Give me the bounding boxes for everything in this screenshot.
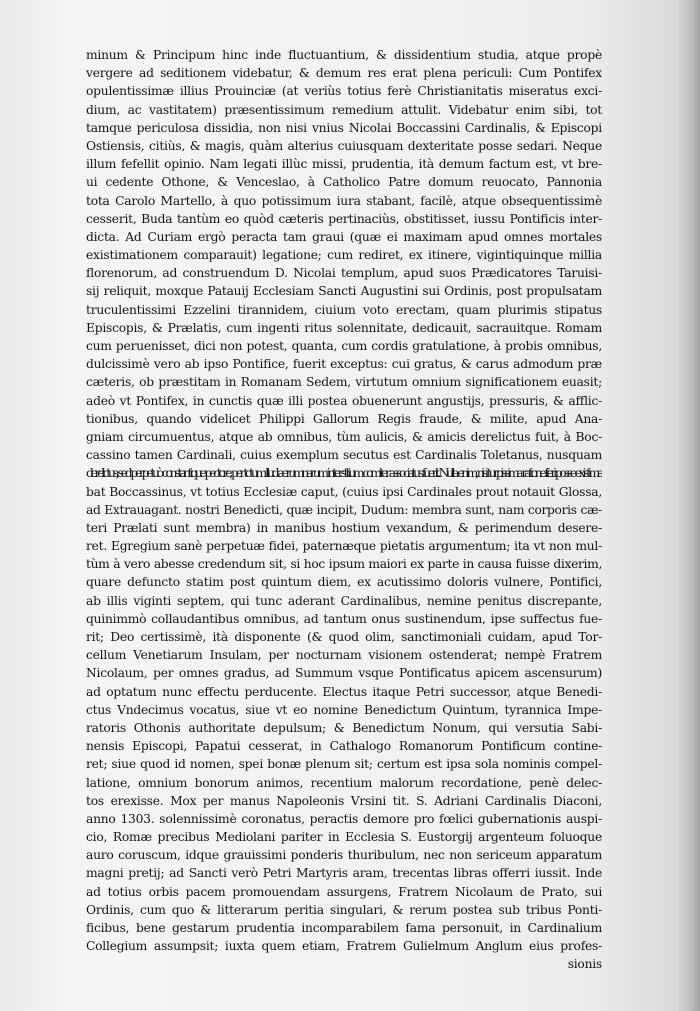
text-line: nensis Episcopi, Papatui cesserat, in Cathalogo Romanorum Pontificum contine-	[86, 739, 602, 754]
text-line: Episcopis, & Prælatis, cum ingenti ritus solennitate, dedicauit, sacrauitque. Romam	[86, 320, 602, 335]
text-line: Nicolaum, per omnes gradus, ad Summum vsque Pontificatus apicem ascensurum)	[86, 666, 602, 681]
text-line: ctus Vndecimus vocatus, siue vt eo nomine Benedictum Quintum, tyrannica Impe-	[86, 702, 602, 717]
text-line: florenorum, ad construendum D. Nicolai templum, apud suos Prædicatores Taruisi-	[86, 266, 602, 281]
text-line: vergere ad seditionem videbatur, & demum res erat plena periculi: Cum Pontifex	[86, 66, 602, 81]
text-line: cesserit, Buda tantùm eo quòd cæteris pertinaciùs, obstitisset, iussu Pontificis inter-	[86, 211, 602, 226]
text-line: ret. Egregium sanè perpetuæ fidei, paternæque pietatis argumentum; ita vt non mul-	[86, 539, 602, 554]
text-line: Collegium assumpsit; iuxta quem etiam, Fratrem Gulielmum Anglum eius profes-	[86, 939, 602, 954]
text-line: Ordinis, cum quo & litterarum peritia singulari, & rerum postea sub tribus Ponti-	[86, 902, 602, 917]
text-line: cassino tamen Cardinali, cuius exemplum secutus est Cardinalis Toletanus, nusquam	[86, 448, 602, 463]
text-line: dium, ac vastitatem) præsentissimum remedium attulit. Videbatur enim sibi, tot	[86, 102, 602, 117]
text-line: tùm à vero abesse credendum sit, si hoc ipsum maiori ex parte in causa fuisse dixerim,	[86, 557, 602, 572]
text-line: gniam circumuentus, atque ab omnibus, tùm aulicis, & amicis derelictus fuit, à Boc-	[86, 429, 602, 444]
text-line: quare defuncto statim post quintum diem, ex acutissimo doloris vulnere, Pontifici,	[86, 575, 602, 590]
text-line: rit; Deo certissimè, ità disponente (& quod olim, sanctimoniali cuidam, apud Tor-	[86, 630, 602, 644]
text-line: ab illis viginti septem, qui tunc aderant Cardinalibus, nemine penitus discrepante,	[86, 593, 602, 608]
text-line: illum fefellit opinio. Nam legati illùc missi, prudentia, ità demum factum est, vt bre-	[86, 157, 602, 172]
text-line: magni pretij; ad Sancti verò Petri Martyris aram, trecentas libras offerri iussit. Inde	[86, 866, 602, 881]
text-line: ratoris Othonis authoritate depulsum; & Benedictum Nonum, qui versutia Sabi-	[86, 720, 602, 735]
catchword: sionis	[567, 957, 602, 972]
text-line: tota Carolo Martello, à quo potissimum iura stabant, facilè, atque obsequentissimè	[86, 193, 602, 208]
text-line: opulentissimæ illius Prouinciæ (at veriùs totius ferè Christianitatis miseratus exci-	[86, 84, 602, 99]
text-line: ficibus, bene gestarum prudentia incomparabilem fama personuit, in Cardinalium	[86, 921, 602, 935]
text-line: dicta. Ad Curiam ergò peracta tam graui (quæ ei maximam apud omnes mortales	[86, 229, 602, 244]
body-text	[86, 46, 602, 974]
text-line: bat Boccassinus, vt totius Ecclesiæ caput, (cuius ipsi Cardinales prout notauit Glossa,	[86, 484, 602, 499]
text-line: ad totius orbis pacem promouendam assurgens, Fratrem Nicolaum de Prato, sui	[86, 884, 602, 899]
text-line: quinimmò collaudantibus omnibus, ad tantum onus sustinendum, ipse suffectus fue-	[86, 611, 602, 626]
text-line: teri Prælati sunt membra) in manibus hostium vexandum, & perimendum desere-	[86, 520, 602, 535]
text-line: cio, Romæ precibus Mediolani pariter in Ecclesia S. Eustorgij argenteum foluoque	[86, 830, 602, 845]
text-line: tamque periculosa dissidia, non nisi vnius Nicolai Boccassini Cardinalis, & Episcopi	[86, 120, 602, 135]
text-line: derelictus; sed perpetuò constantique pectore, per totum illud ærumnarum interstitium comiter associatus fuerit. Nulla enim, nisi turpissima ratione fieri posse existima-	[86, 466, 602, 481]
text-line: latione, omnium bonorum animos, recentium malorum recordatione, penè delec-	[86, 775, 602, 790]
text-line: cæteris, ob præstitam in Romanam Sedem, virtutum omnium significationem euasit;	[86, 375, 602, 390]
text-line: ui cedente Othone, & Venceslao, à Catholico Patre domum reuocato, Pannonia	[86, 175, 602, 190]
text-line: ret; siue quod id nomen, spei bonæ plenum sit; certum est ipsa sola nominis compel-	[86, 757, 602, 772]
text-line: ad optatum nunc effectu perducente. Electus itaque Petri successor, atque Benedi-	[86, 684, 602, 699]
text-line: minum & Principum hinc inde fluctuantium, & dissidentium studia, atque propè	[86, 48, 602, 62]
text-line: Ostiensis, citiùs, & magis, quàm alterius cuiusquam dexteritate posse sedari. Neque	[86, 138, 602, 153]
text-line: ad Extrauagant. nostri Benedicti, quæ incipit, Dudum: membra sunt, nam corporis cæ-	[86, 502, 602, 517]
text-line: sij reliquit, moxque Patauij Ecclesiam Sancti Augustini sui Ordinis, post propulsatam	[86, 284, 602, 299]
text-line: cum peruenisset, dici non potest, quanta, cum cordis gratulatione, à probis omnibus,	[86, 339, 602, 353]
text-line: tos erexisse. Mox per manus Napoleonis Vrsini tit. S. Adriani Cardinalis Diaconi,	[86, 793, 602, 808]
text-line: existimationem comparauit) legatione; cum rediret, ex itinere, vigintiquinque millia	[86, 248, 602, 263]
text-line: anno 1303. solennissimè coronatus, peractis demore pro fœlici gubernationis auspi-	[86, 811, 602, 826]
text-line: truculentissimi Ezzelini tirannidem, ciuium voto erectam, quam plurimis stipatus	[86, 302, 602, 317]
text-line: cellum Venetiarum Insulam, per nocturnam visionem ostenderat; nempè Fratrem	[86, 648, 602, 663]
text-line: auro coruscum, idque grauissimi ponderis thuribulum, nec non sericeum apparatum	[86, 848, 602, 863]
text-line: tionibus, quando videlicet Philippi Gallorum Regis fraude, & milite, apud Ana-	[86, 411, 602, 426]
text-line: adeò vt Pontifex, in cunctis quæ illi postea obuenerunt angustijs, pressuris, & afflic-	[86, 393, 602, 408]
text-line: dulcissimè vero ab ipso Pontifice, fuerit exceptus: cui gratus, & carus admodum præ	[86, 357, 602, 372]
